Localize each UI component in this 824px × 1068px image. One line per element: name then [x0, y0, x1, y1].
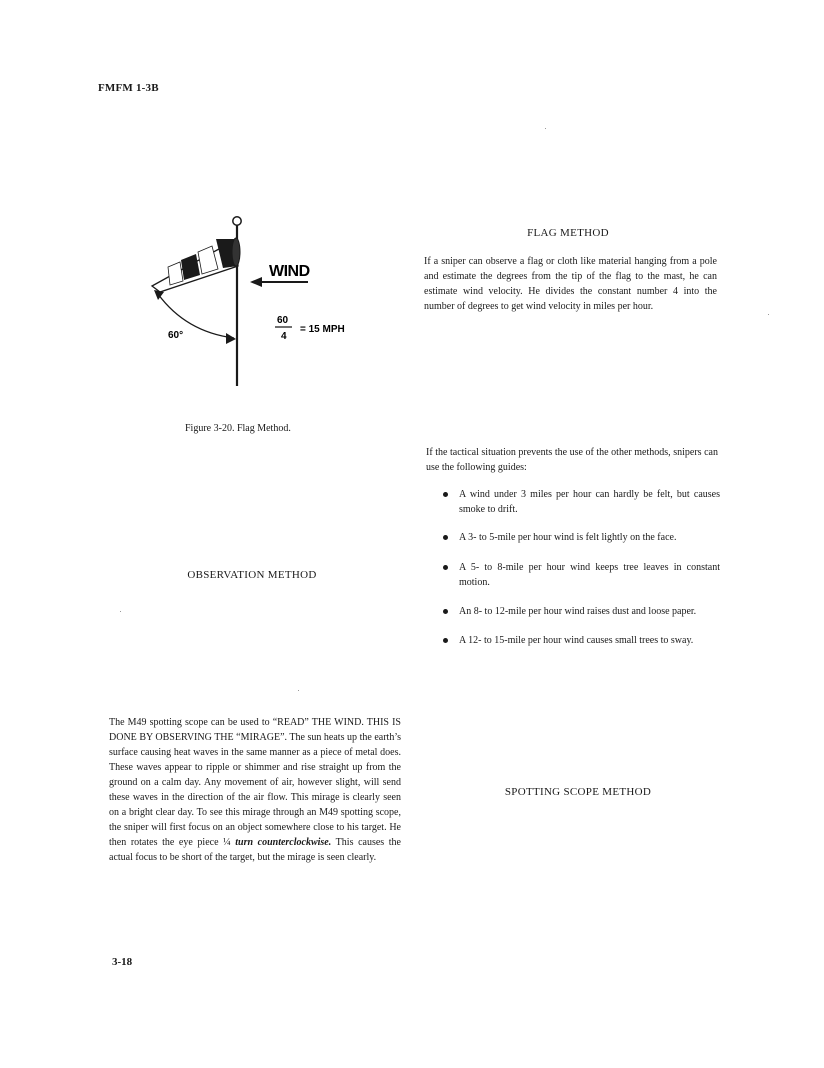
flag-method-figure	[140, 212, 380, 390]
bullet-icon	[443, 535, 448, 540]
observation-method-title: OBSERVATION METHOD	[187, 569, 317, 581]
observation-intro: If the tactical situation prevents the use of the other methods, snipers can use the following guides:	[426, 447, 718, 473]
observation-guides-list	[428, 487, 720, 648]
wind-label: WIND	[269, 263, 310, 280]
arc-arrowhead-bottom	[226, 333, 236, 344]
formula-result: = 15 MPH	[300, 324, 345, 335]
figure-caption: Figure 3-20. Flag Method.	[185, 423, 291, 434]
formula-denominator: 4	[281, 331, 287, 342]
wind-sock	[152, 238, 240, 292]
document-header: FMFM 1-3B	[98, 82, 159, 94]
spotting-scope-title: SPOTTING SCOPE METHOD	[504, 786, 652, 798]
bullet-icon	[443, 638, 448, 643]
bullet-icon	[443, 609, 448, 614]
list-item: A 12- to 15-mile per hour wind causes small trees to sway.	[428, 633, 720, 648]
list-item: A 5- to 8-mile per hour wind keeps tree leaves in constant motion.	[428, 560, 720, 590]
bullet-icon	[443, 492, 448, 497]
bullet-icon	[443, 565, 448, 570]
page-number: 3-18	[112, 956, 133, 968]
flag-method-title: FLAG METHOD	[527, 227, 609, 239]
angle-label: 60°	[168, 330, 184, 341]
scan-speck	[545, 128, 546, 129]
formula-numerator: 60	[277, 315, 289, 326]
list-item: A wind under 3 miles per hour can hardly be felt, but causes smoke to drift.	[428, 487, 720, 517]
wind-arrow-head	[250, 277, 262, 287]
list-item: A 3- to 5-mile per hour wind is felt lightly on the face.	[428, 530, 720, 545]
pole-ball	[233, 217, 241, 225]
spotting-scope-text: The M49 spotting scope can be used to “READ” THE WIND. THIS IS DONE BY OBSERVING THE “MIRAGE”. The sun heats up the earth’s surface causing heat waves in the same manner as a piece of metal does. These waves appear to ripple or shimmer and rise straight up from the ground on a calm day. Any movement of air, however slight, will send these waves in the direction of the air flow. This mirage is clearly seen on a bright clear day. To see this mirage through an M49 spotting scope, the sniper will first focus on an object somewhere close to his target. He then rotates the eye piece ¼ turn counterclockwise. This causes the actual focus to be short of the target, but the mirage is seen clearly.	[109, 717, 401, 863]
flag-method-text: If a sniper can observe a flag or cloth like material hanging from a pole and estimate the degrees from the tip of the flag to the mast, he can estimate wind velocity. He divides the constant number 4 into the number of degrees to get wind velocity in miles per hour.	[424, 256, 717, 312]
scan-speck	[298, 690, 299, 691]
scan-speck	[120, 611, 121, 612]
scan-speck	[768, 314, 769, 315]
list-item: An 8- to 12-mile per hour wind raises dust and loose paper.	[428, 604, 720, 619]
